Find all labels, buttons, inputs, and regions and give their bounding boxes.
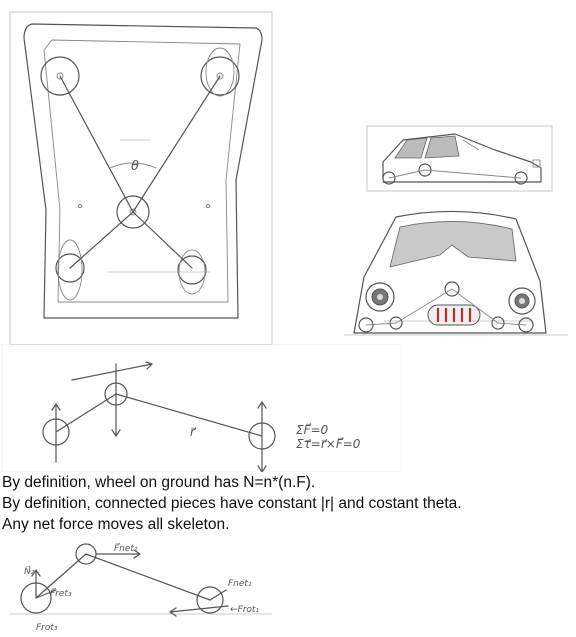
wheel-1: [170, 587, 228, 616]
sum-torque-equation: Στ⃗=r⃗×F⃗=0: [296, 437, 361, 451]
fbd-wheel-right: [249, 402, 275, 472]
front-wheel-right: [509, 288, 535, 314]
equilibrium-sketch: [0, 344, 402, 472]
sum-force-equation: ΣF⃗=0: [296, 423, 329, 437]
wheel-top-right: [201, 48, 239, 96]
f-net1-label: Fnet₁: [228, 579, 252, 589]
front-wheel-left: [366, 283, 394, 311]
theta-label: θ: [131, 159, 139, 174]
n2-label: N⃗₂: [24, 567, 35, 577]
fbd-wheel-left: [43, 404, 69, 462]
r-vector-label: r⃗: [190, 425, 195, 439]
chassis-top-view-sketch: [0, 0, 280, 345]
caption-line-2: By definition, connected pieces have constant |r| and costant theta.: [2, 495, 462, 512]
caption-text: [2, 472, 576, 535]
net-force-sketch: [0, 540, 280, 635]
f-net2-label: F⃗net₂: [114, 544, 138, 554]
f-rot3-label: Frot₃: [36, 623, 58, 633]
f-rot1-label: ←Frot₁: [230, 605, 260, 615]
car-side-view-sketch: [355, 118, 560, 198]
caption-line-3: Any net force moves all skeleton.: [2, 516, 230, 533]
f-ret3-label: F⃗ret₃: [50, 589, 72, 599]
caption-line-1: By definition, wheel on ground has N=n*(n.F).: [2, 474, 316, 491]
fbd-wheel-middle: [72, 362, 152, 436]
wheel-bottom-left: [56, 240, 84, 300]
car-front-view-sketch: [336, 205, 576, 345]
